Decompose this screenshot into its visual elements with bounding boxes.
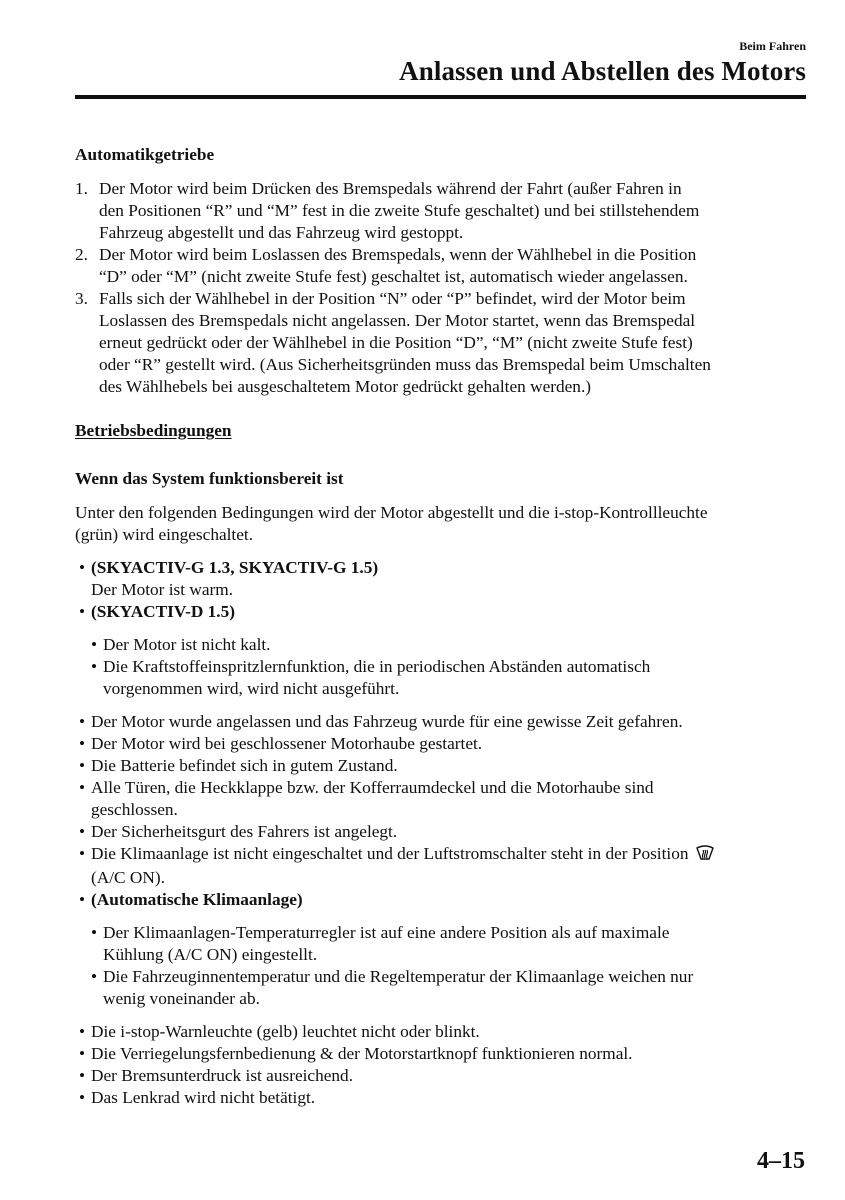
sub-item-continuation: wenig voneinander ab. xyxy=(103,989,260,1008)
step-line: Der Motor wird beim Drücken des Bremspedals während der Fahrt (außer Fahren in xyxy=(99,179,682,198)
bullet: • xyxy=(91,657,98,676)
sub-list-item xyxy=(75,922,810,944)
sub-item-text: Der Motor ist nicht kalt. xyxy=(103,635,271,654)
bullet: • xyxy=(79,712,86,731)
step-line: Loslassen des Bremspedals nicht angelassen. Der Motor startet, wenn das Bremspedal xyxy=(99,311,696,330)
auto-climate-label: (Automatische Klimaanlage) xyxy=(91,890,303,909)
list-item xyxy=(75,1043,810,1065)
page-content xyxy=(75,144,810,1109)
bullet: • xyxy=(91,635,98,654)
sub-item-text: Die Kraftstoffeinspritzlernfunktion, die in periodischen Abständen automatisch xyxy=(103,657,651,676)
page-number: 4–15 xyxy=(757,1148,805,1174)
list-item xyxy=(75,1065,810,1087)
list-item xyxy=(75,733,810,755)
seatbelt-text: Der Sicherheitsgurt des Fahrers ist angelegt. xyxy=(91,822,398,841)
bullet: • xyxy=(79,1066,86,1085)
auto-climate-sublist xyxy=(75,922,810,1010)
bullet: • xyxy=(91,967,98,986)
condition-text: Die i-stop-Warnleuchte (gelb) leuchtet nicht oder blinkt. xyxy=(91,1022,480,1041)
bullet: • xyxy=(79,756,86,775)
bullet: • xyxy=(79,890,86,909)
condition-text: Der Motor wurde angelassen und das Fahrzeug wurde für eine gewisse Zeit gefahren. xyxy=(91,712,683,731)
condition-text: Der Bremsunterdruck ist ausreichend. xyxy=(91,1066,354,1085)
list-item xyxy=(75,557,810,579)
step-number: 3. xyxy=(75,289,88,308)
list-item xyxy=(75,755,810,777)
condition-text: Alle Türen, die Heckklappe bzw. der Kofferraumdeckel und die Motorhaube sind xyxy=(91,778,654,797)
bullet: • xyxy=(79,558,86,577)
bullet: • xyxy=(79,1088,86,1107)
step-line: erneut gedrückt oder der Wählhebel in die Position “D”, “M” (nicht zweite Stufe fest) xyxy=(99,333,693,352)
intro-line: (grün) wird eingeschaltet. xyxy=(75,525,254,544)
intro-line: Unter den folgenden Bedingungen wird der Motor abgestellt und die i-stop-Kontrollleuchte xyxy=(75,503,708,522)
condition-text: Der Motor wird bei geschlossener Motorhaube gestartet. xyxy=(91,734,483,753)
bullet: • xyxy=(79,1022,86,1041)
sub-item-text: Der Klimaanlagen-Temperaturregler ist auf eine andere Position als auf maximale xyxy=(103,923,670,942)
section-label: Beim Fahren xyxy=(739,39,806,53)
step-line: Der Motor wird beim Loslassen des Bremspedals, wenn der Wählhebel in die Position xyxy=(99,245,697,264)
step-line: den Positionen “R” und “M” fest in die zweite Stufe geschaltet) und bei stillstehendem xyxy=(99,201,700,220)
bullet: • xyxy=(79,1044,86,1063)
sub-item-continuation: Kühlung (A/C ON) eingestellt. xyxy=(103,945,318,964)
bullet: • xyxy=(79,778,86,797)
bullet: • xyxy=(79,844,86,863)
list-item xyxy=(75,1021,810,1043)
condition-text: Die Verriegelungsfernbedienung & der Motorstartknopf funktionieren normal. xyxy=(91,1044,633,1063)
betrieb-intro xyxy=(75,502,810,546)
bullet: • xyxy=(79,734,86,753)
betrieb-heading: Betriebsbedingungen xyxy=(75,421,232,440)
bullet: • xyxy=(79,822,86,841)
sub-item-continuation: vorgenommen wird, wird nicht ausgeführt. xyxy=(103,679,400,698)
condition-list-b xyxy=(75,1021,810,1109)
bullet: • xyxy=(91,923,98,942)
step-number: 2. xyxy=(75,245,88,264)
list-item xyxy=(75,889,810,911)
sub-list-item xyxy=(75,634,810,656)
sub-list-item xyxy=(75,966,810,988)
skyactiv-d-sublist xyxy=(75,634,810,700)
climate-continuation: (A/C ON). xyxy=(91,868,165,887)
step-3 xyxy=(75,288,810,398)
sub-item-text: Die Fahrzeuginnentemperatur und die Regeltemperatur der Klimaanlage weichen nur xyxy=(103,967,694,986)
header-divider xyxy=(75,95,806,99)
condition-group-engine xyxy=(75,557,810,700)
list-item xyxy=(75,711,810,733)
list-item xyxy=(75,601,810,623)
list-item xyxy=(75,777,810,799)
climate-text: Die Klimaanlage ist nicht eingeschaltet und der Luftstromschalter steht in der Position xyxy=(91,844,689,863)
list-item xyxy=(75,843,810,867)
condition-text: Die Batterie befindet sich in gutem Zustand. xyxy=(91,756,398,775)
defroster-icon xyxy=(695,845,715,867)
step-line: Falls sich der Wählhebel in der Position “N” oder “P” befindet, wird der Motor beim xyxy=(99,289,686,308)
list-item xyxy=(75,1087,810,1109)
step-line: oder “R” gestellt wird. (Aus Sicherheitsgründen muss das Bremspedal beim Umschalten xyxy=(99,355,711,374)
step-1 xyxy=(75,178,810,244)
page-title: Anlassen und Abstellen des Motors xyxy=(399,56,806,86)
step-line: “D” oder “M” (nicht zweite Stufe fest) geschaltet ist, automatisch wieder angelassen. xyxy=(99,267,688,286)
sub-list-item xyxy=(75,656,810,678)
condition-text: Das Lenkrad wird nicht betätigt. xyxy=(91,1088,316,1107)
condition-continuation: geschlossen. xyxy=(91,800,178,819)
step-number: 1. xyxy=(75,179,88,198)
step-line: des Wählhebels bei ausgeschaltetem Motor gedrückt gehalten werden.) xyxy=(99,377,592,396)
condition-list-a xyxy=(75,711,810,911)
step-2 xyxy=(75,244,810,288)
list-item xyxy=(75,821,810,843)
automatik-steps xyxy=(75,178,810,398)
betrieb-subheading: Wenn das System funktionsbereit ist xyxy=(75,469,344,488)
automatik-heading: Automatikgetriebe xyxy=(75,145,215,164)
skyactiv-g-text: Der Motor ist warm. xyxy=(91,580,234,599)
skyactiv-g-label: (SKYACTIV-G 1.3, SKYACTIV-G 1.5) xyxy=(91,558,379,577)
step-line: Fahrzeug abgestellt und das Fahrzeug wird gestoppt. xyxy=(99,223,464,242)
bullet: • xyxy=(79,602,86,621)
skyactiv-d-label: (SKYACTIV-D 1.5) xyxy=(91,602,236,621)
